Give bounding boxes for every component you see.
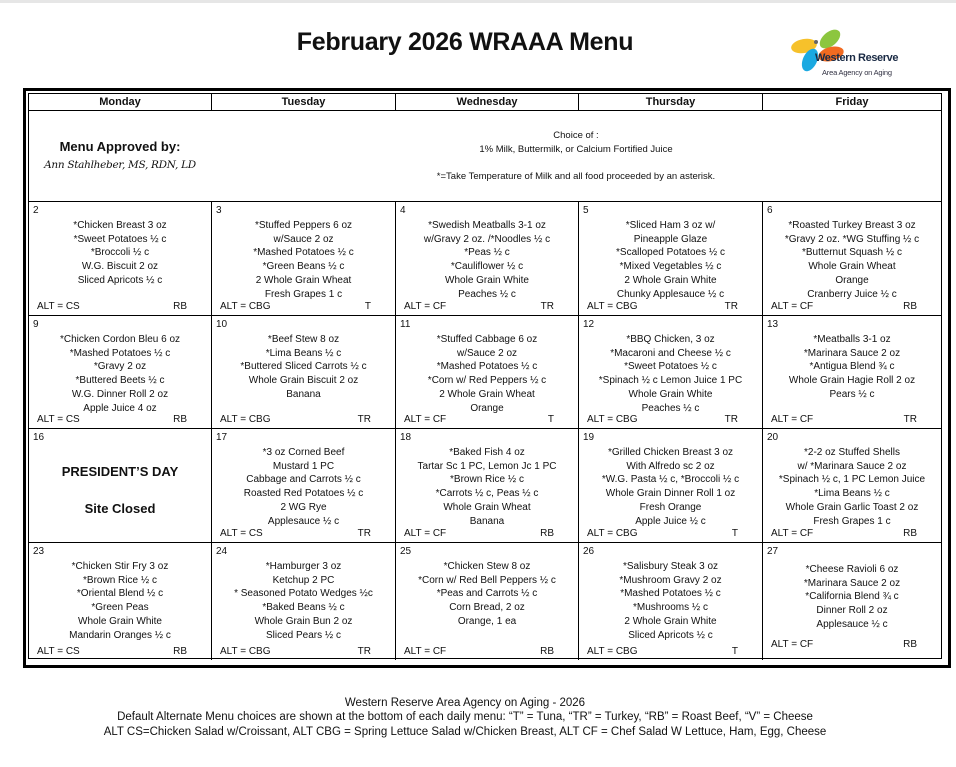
menu-item: *3 oz Corned Beef [262,447,345,458]
menu-item: *Cauliflower ½ c [450,261,524,273]
default-alternate-code: TR [724,301,738,312]
menu-item: *Sweet Potatoes ½ c [624,361,717,373]
alt-choice: ALT = CF [771,414,814,425]
default-alternate-code: T [547,414,554,425]
menu-item: Chunky Applesauce ½ c [616,288,725,300]
alt-choice: ALT = CS [37,646,80,657]
day-number: 17 [216,432,228,443]
day-cell [579,202,763,316]
menu-items [29,333,211,415]
menu-item: Fresh Orange [639,501,702,513]
choice-label: Choice of : [553,130,599,141]
logo-name: Western Reserve [815,52,899,64]
menu-item: *Carrots ½ c, Peas ½ c [435,488,539,500]
day-number: 20 [767,432,779,443]
menu-item: *Chicken Stir Fry 3 oz [71,561,169,572]
day-cell [396,202,579,316]
day-number: 11 [400,319,411,330]
menu-item: Pears ½ c [829,388,875,400]
alt-choice: ALT = CS [37,301,80,312]
day-number: 3 [216,205,222,216]
menu-item: *BBQ Chicken, 3 oz [626,334,715,345]
day-header-wednesday: Wednesday [396,94,579,111]
menu-item: *Mixed Vegetables ½ c [619,261,722,273]
menu-items [29,560,211,642]
menu-item: Dinner Roll 2 oz [816,605,888,617]
menu-item: *Peas and Carrots ½ c [436,588,538,600]
day-cell [29,202,212,316]
menu-item: *Mushroom Gravy 2 oz [619,574,722,586]
menu-item: *Brown Rice ½ c [83,574,157,586]
day-cell [579,543,763,660]
menu-item: *Gravy 2 oz [93,361,147,373]
alt-choice: ALT = CBG [220,414,271,425]
menu-item: Tartar Sc 1 PC, Lemon Jc 1 PC [417,460,557,472]
menu-items [212,446,395,528]
day-number: 19 [583,432,595,443]
menu-item: Orange, 1 ea [457,615,517,627]
alt-choice: ALT = CF [771,301,814,312]
menu-item: * Seasoned Potato Wedges ½c [234,588,373,600]
day-number: 24 [216,546,228,557]
menu-item: *Mashed Potatoes ½ c [69,347,171,359]
menu-item: Whole Grain White [445,274,529,286]
alt-choice: ALT = CF [404,301,447,312]
menu-item: *Marinara Sauce 2 oz [803,347,901,359]
menu-item: Whole Grain White [78,615,162,627]
menu-item: Cabbage and Carrots ½ c [246,474,361,486]
day-number: 9 [33,319,39,330]
menu-items [763,333,941,402]
menu-item: *Stuffed Cabbage 6 oz [436,334,538,345]
alt-choice: ALT = CS [37,414,80,425]
menu-items [212,333,395,402]
menu-items [396,446,578,528]
menu-item: Orange [470,402,504,414]
menu-item: Orange [835,274,869,286]
default-alternate-code: TR [357,528,371,539]
day-cell [396,316,579,429]
menu-item: Apple Juice ½ c [635,515,706,527]
footer-alternates: Default Alternate Menu choices are shown at the bottom of each daily menu: “T” = Tuna, “TR” = Turkey, “RB” = Roast Beef, “V” = Cheese [117,711,813,723]
menu-item: *Green Beans ½ c [262,261,345,273]
default-alternate-code: RB [540,528,554,539]
menu-items [763,446,941,528]
menu-item: Banana [469,515,505,527]
menu-item: Cranberry Juice ½ c [807,288,897,300]
menu-item: Banana [286,388,321,400]
footer-agency: Western Reserve Area Agency on Aging - 2026 [344,697,586,709]
default-alternate-code: TR [357,414,371,425]
menu-item: Applesauce ½ c [816,618,888,630]
default-alternate-code: RB [903,528,917,539]
menu-item: 2 Whole Grain Wheat [255,274,352,286]
menu-item: Whole Grain Dinner Roll 1 oz [605,488,736,500]
day-number: 10 [216,319,228,330]
default-alternate-code: RB [173,301,187,312]
menu-item: Sliced Apricots ½ c [628,629,713,641]
alt-choice: ALT = CBG [220,646,271,657]
menu-items [579,333,762,415]
day-header-monday: Monday [29,94,212,111]
menu-item: *Peas ½ c [464,247,510,259]
menu-item: *Lima Beans ½ c [265,347,342,359]
alt-choice: ALT = CF [404,528,447,539]
day-cell [396,543,579,660]
menu-item: Peaches ½ c [641,402,700,414]
menu-items [396,560,578,629]
menu-items [579,219,762,301]
menu-item: *Corn w/ Red Peppers ½ c [427,375,547,387]
calendar-grid [28,93,942,659]
menu-item: *Cheese Ravioli 6 oz [805,564,899,575]
day-number: 18 [400,432,412,443]
alt-choice: ALT = CBG [587,528,638,539]
menu-item: Roasted Red Potatoes ½ c [243,488,364,500]
menu-item: *Chicken Breast 3 oz [73,220,167,231]
menu-item: Mandarin Oranges ½ c [69,629,171,641]
alt-choice: ALT = CF [771,639,814,650]
default-alternate-code: T [731,646,738,657]
menu-items [29,219,211,288]
menu-item: Apple Juice 4 oz [83,402,157,414]
menu-item: *Broccoli ½ c [90,247,150,259]
menu-item: Applesauce ½ c [267,515,340,527]
menu-item: *Green Peas [91,602,149,614]
day-cell [396,429,579,543]
menu-item: Whole Grain Bun 2 oz [254,615,353,627]
menu-item: *Mushrooms ½ c [632,602,709,614]
menu-items [212,219,395,301]
menu-item: *2-2 oz Stuffed Shells [804,447,900,458]
day-number: 13 [767,319,779,330]
page-title: February 2026 WRAAA Menu [296,28,634,56]
day-cell [29,316,212,429]
menu-item: w/Sauce 2 oz [273,233,334,245]
menu-items [579,446,762,528]
menu-item: 2 Whole Grain Wheat [439,388,535,400]
menu-item: *Oriental Blend ½ c [76,588,164,600]
holiday-name: PRESIDENT’S DAY [61,464,179,479]
menu-item: w/Gravy 2 oz. /*Noodles ½ c [423,233,551,245]
menu-item: *Corn w/ Red Bell Peppers ½ c [418,574,556,586]
alt-choice: ALT = CBG [587,301,638,312]
alt-choice: ALT = CBG [587,646,638,657]
default-alternate-code: TR [903,414,917,425]
menu-item: *Meatballs 3-1 oz [813,334,891,345]
day-cell [212,202,396,316]
top-strip [0,0,956,3]
menu-items [396,219,578,301]
alt-choice: ALT = CF [404,414,447,425]
alt-choice: ALT = CF [771,528,814,539]
menu-items [763,219,941,301]
menu-item: *Spinach ½ c, 1 PC Lemon Juice [778,474,926,486]
menu-item: *Buttered Beets ½ c [75,375,165,387]
day-cell [579,316,763,429]
default-alternate-code: RB [173,414,187,425]
menu-item: Ketchup 2 PC [272,574,335,586]
menu-item: *California Blend ¾ c [805,591,899,603]
menu-item: *Antigua Blend ¾ c [809,361,895,373]
alt-choice: ALT = CF [404,646,447,657]
menu-item: *Sliced Ham 3 oz w/ [625,220,716,231]
default-alternate-code: TR [724,414,738,425]
menu-item: W.G. Biscuit 2 oz [81,261,159,273]
approved-label: Menu Approved by: [59,139,181,154]
menu-item: *Stuffed Peppers 6 oz [254,220,353,231]
day-number: 25 [400,546,412,557]
day-cell [579,429,763,543]
menu-item: *Macaroni and Cheese ½ c [610,347,731,359]
day-header-friday: Friday [763,94,941,111]
menu-item: *Marinara Sauce 2 oz [803,577,901,589]
menu-items [212,560,395,642]
menu-item: 2 Whole Grain White [624,274,717,286]
menu-item: *Brown Rice ½ c [450,474,524,486]
menu-item: *Chicken Cordon Bleu 6 oz [59,334,181,345]
menu-item: *Mashed Potatoes ½ c [620,588,721,600]
day-number: 4 [400,205,406,216]
menu-item: Peaches ½ c [458,288,516,300]
day-number: 26 [583,546,595,557]
day-cell [29,429,212,543]
menu-calendar [23,88,951,668]
alt-choice: ALT = CBG [587,414,638,425]
menu-item: Whole Grain Wheat [443,501,531,513]
default-alternate-code: T [731,528,738,539]
approver-signature: Ann Stahlheber, MS, RDN, LD [44,159,196,171]
menu-item: Sliced Apricots ½ c [77,274,163,286]
menu-item: *Lima Beans ½ c [814,488,890,500]
info-row [29,111,941,202]
default-alternate-code: RB [540,646,554,657]
menu-items [763,563,941,632]
menu-item: Whole Grain Garlic Toast 2 oz [785,501,919,513]
menu-item: *Sweet Potatoes ½ c [73,233,167,245]
menu-item: 2 Whole Grain White [624,615,717,627]
menu-item: Fresh Grapes 1 c [264,288,343,300]
menu-item: W.G. Dinner Roll 2 oz [71,388,169,400]
menu-items [396,333,578,415]
day-number: 6 [767,205,773,216]
day-number: 5 [583,205,589,216]
default-alternate-code: RB [173,646,187,657]
menu-item: Whole Grain White [628,388,713,400]
temperature-note: *=Take Temperature of Milk and all food proceeded by an asterisk. [436,171,716,182]
menu-item: *Roasted Turkey Breast 3 oz [788,220,916,231]
menu-item: *Buttered Sliced Carrots ½ c [240,361,367,373]
day-number: 12 [583,319,595,330]
menu-item: *Chicken Stew 8 oz [443,561,531,572]
day-number: 2 [33,205,39,216]
alt-choice: ALT = CS [220,528,263,539]
menu-items [579,560,762,642]
closed-note: Site Closed [84,501,156,516]
default-alternate-code: TR [357,646,371,657]
menu-item: Whole Grain Biscuit 2 oz [248,375,359,387]
menu-item: *Salisbury Steak 3 oz [622,561,719,572]
menu-item: *Baked Fish 4 oz [449,447,525,458]
menu-item: With Alfredo sc 2 oz [626,460,715,472]
menu-item: Corn Bread, 2 oz [449,602,525,614]
menu-item: *Swedish Meatballs 3-1 oz [428,220,546,231]
alt-choice: ALT = CBG [220,301,271,312]
day-number: 27 [767,546,779,557]
menu-item: *Mashed Potatoes ½ c [436,361,538,373]
menu-item: 2 WG Rye [280,501,327,513]
day-cell [212,429,396,543]
day-cell [763,543,941,660]
menu-item: *Gravy 2 oz. *WG Stuffing ½ c [784,233,920,245]
menu-item: *Hamburger 3 oz [265,561,342,572]
day-header-thursday: Thursday [579,94,763,111]
choice-options: 1% Milk, Buttermilk, or Calcium Fortified Juice [479,144,673,155]
menu-item: *Baked Beans ½ c [262,602,345,614]
day-cell [29,543,212,660]
footer-alt-legend: ALT CS=Chicken Salad w/Croissant, ALT CBG = Spring Lettuce Salad w/Chicken Breast, ALT CF = Chef Salad W Lettuce, Ham, Egg, Cheese [103,726,827,738]
menu-item: *Beef Stew 8 oz [267,334,340,345]
menu-item: *Mashed Potatoes ½ c [253,247,354,259]
menu-item: Fresh Grapes 1 c [813,515,891,527]
default-alternate-code: RB [903,639,917,650]
day-number: 23 [33,546,45,557]
menu-item: Sliced Pears ½ c [265,629,342,641]
menu-item: w/ *Marinara Sauce 2 oz [797,460,907,472]
menu-item: *W.G. Pasta ½ c, *Broccoli ½ c [601,474,740,486]
day-number: 16 [33,432,45,443]
day-header-tuesday: Tuesday [212,94,396,111]
menu-item: Whole Grain Hagie Roll 2 oz [788,375,916,387]
menu-item: Mustard 1 PC [272,460,335,472]
day-cell [763,202,941,316]
menu-item: *Spinach ½ c Lemon Juice 1 PC [598,375,743,387]
default-alternate-code: T [364,301,371,312]
menu-item: Whole Grain Wheat [808,261,896,273]
default-alternate-code: TR [540,301,554,312]
day-cell [212,316,396,429]
default-alternate-code: RB [903,301,917,312]
day-cell [763,429,941,543]
logo-subtitle: Area Agency on Aging [822,68,892,77]
menu-item: *Butternut Squash ½ c [801,247,903,259]
menu-item: w/Sauce 2 oz [456,347,518,359]
menu-item: Pineapple Glaze [633,233,708,245]
day-cell [763,316,941,429]
day-cell [212,543,396,660]
menu-item: *Scalloped Potatoes ½ c [616,247,725,259]
menu-item: *Grilled Chicken Breast 3 oz [607,447,734,458]
